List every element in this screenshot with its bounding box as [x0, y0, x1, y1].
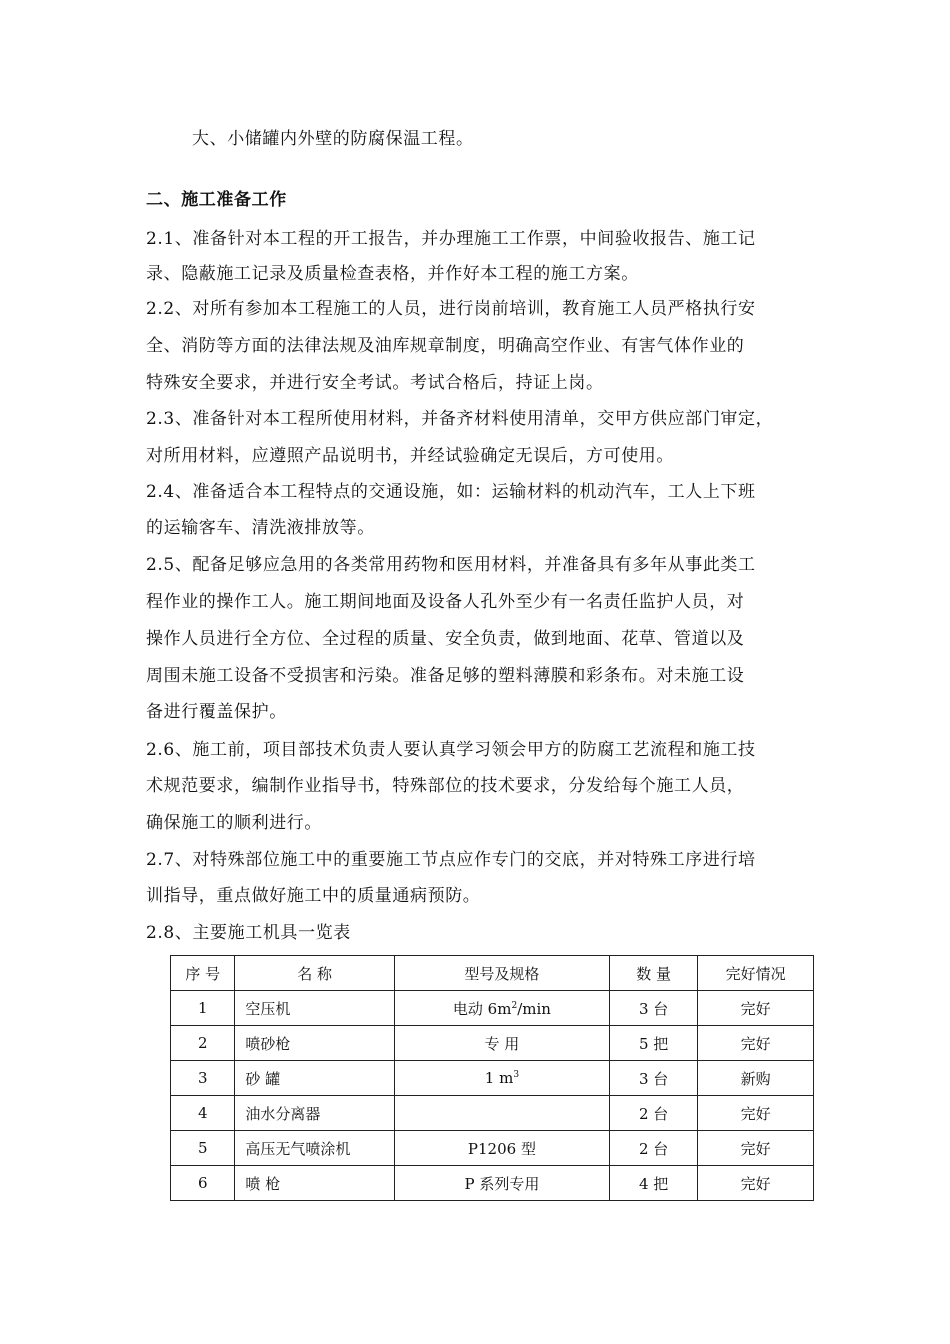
cell-seq: 3	[171, 1061, 235, 1096]
section-title: 二、施工准备工作	[146, 190, 287, 210]
cell-qty: 3 台	[610, 1061, 698, 1096]
model-superscript: 2	[511, 1000, 518, 1011]
paragraph-line: 2.6、施工前，项目部技术负责人要认真学习领会甲方的防腐工艺流程和施工技	[146, 740, 756, 760]
header-name: 名 称	[235, 956, 394, 991]
cell-status: 完好	[698, 1166, 814, 1201]
paragraph-line: 备进行覆盖保护。	[146, 702, 287, 722]
equipment-table	[170, 955, 814, 1201]
table-row	[171, 1131, 814, 1166]
paragraph-line: 对所用材料，应遵照产品说明书，并经试验确定无误后，方可使用。	[146, 446, 674, 466]
cell-status: 完好	[698, 991, 814, 1026]
paragraph-line: 操作人员进行全方位、全过程的质量、安全负责，做到地面、花草、管道以及	[146, 629, 745, 649]
header-seq: 序 号	[171, 956, 235, 991]
cell-name: 喷砂枪	[235, 1026, 394, 1061]
paragraph-line: 的运输客车、清洗液排放等。	[146, 518, 375, 538]
paragraph-line: 训指导，重点做好施工中的质量通病预防。	[146, 886, 481, 906]
cell-qty: 3 台	[610, 991, 698, 1026]
cell-name: 油水分离器	[235, 1096, 394, 1131]
header-qty: 数 量	[610, 956, 698, 991]
table-row	[171, 1026, 814, 1061]
table-row	[171, 1096, 814, 1131]
paragraph-line: 2.3、准备针对本工程所使用材料，并备齐材料使用清单，交甲方供应部门审定，	[146, 409, 774, 429]
cell-model	[394, 991, 609, 1026]
header-model: 型号及规格	[394, 956, 609, 991]
header-status: 完好情况	[698, 956, 814, 991]
cell-model: P1206 型	[394, 1131, 609, 1166]
paragraph-line: 周围未施工设备不受损害和污染。准备足够的塑料薄膜和彩条布。对未施工设	[146, 666, 745, 686]
paragraph-line: 特殊安全要求，并进行安全考试。考试合格后，持证上岗。	[146, 373, 604, 393]
table-row	[171, 991, 814, 1026]
paragraph-line: 录、隐蔽施工记录及质量检查表格，并作好本工程的施工方案。	[146, 264, 639, 284]
cell-model: 专 用	[394, 1026, 609, 1061]
cell-name: 砂 罐	[235, 1061, 394, 1096]
cell-model: P 系列专用	[394, 1166, 609, 1201]
cell-seq: 6	[171, 1166, 235, 1201]
cell-qty: 4 把	[610, 1166, 698, 1201]
cell-seq: 1	[171, 991, 235, 1026]
cell-name: 喷 枪	[235, 1166, 394, 1201]
cell-qty: 5 把	[610, 1026, 698, 1061]
paragraph-line: 2.8、主要施工机具一览表	[146, 923, 351, 943]
cell-qty: 2 台	[610, 1131, 698, 1166]
cell-name: 空压机	[235, 991, 394, 1026]
table-row	[171, 1166, 814, 1201]
cell-status: 完好	[698, 1131, 814, 1166]
cell-status: 完好	[698, 1026, 814, 1061]
intro-line: 大、小储罐内外壁的防腐保温工程。	[192, 129, 474, 149]
cell-seq: 2	[171, 1026, 235, 1061]
cell-status: 新购	[698, 1061, 814, 1096]
paragraph-line: 2.5、配备足够应急用的各类常用药物和医用材料，并准备具有多年从事此类工	[146, 555, 756, 575]
paragraph-line: 2.4、准备适合本工程特点的交通设施，如：运输材料的机动汽车，工人上下班	[146, 482, 756, 502]
paragraph-line: 2.2、对所有参加本工程施工的人员，进行岗前培训，教育施工人员严格执行安	[146, 299, 756, 319]
cell-model	[394, 1061, 609, 1096]
paragraph-line: 术规范要求，编制作业指导书，特殊部位的技术要求，分发给每个施工人员，	[146, 776, 745, 796]
model-text: 1 m	[484, 1069, 514, 1087]
paragraph-line: 全、消防等方面的法律法规及油库规章制度，明确高空作业、有害气体作业的	[146, 336, 745, 356]
paragraph-line: 程作业的操作工人。施工期间地面及设备人孔外至少有一名责任监护人员，对	[146, 592, 745, 612]
cell-name: 高压无气喷涂机	[235, 1131, 394, 1166]
paragraph-line: 确保施工的顺利进行。	[146, 813, 322, 833]
paragraph-line: 2.1、准备针对本工程的开工报告，并办理施工工作票，中间验收报告、施工记	[146, 229, 756, 249]
table-header-row	[171, 956, 814, 991]
cell-status: 完好	[698, 1096, 814, 1131]
model-superscript: 3	[513, 1070, 520, 1080]
paragraph-line: 2.7、对特殊部位施工中的重要施工节点应作专门的交底，并对特殊工序进行培	[146, 850, 756, 870]
cell-qty: 2 台	[610, 1096, 698, 1131]
table-row	[171, 1061, 814, 1096]
model-text: 电动 6m	[452, 999, 512, 1018]
cell-seq: 5	[171, 1131, 235, 1166]
cell-model	[394, 1096, 609, 1131]
model-suffix: /min	[517, 999, 551, 1018]
cell-seq: 4	[171, 1096, 235, 1131]
